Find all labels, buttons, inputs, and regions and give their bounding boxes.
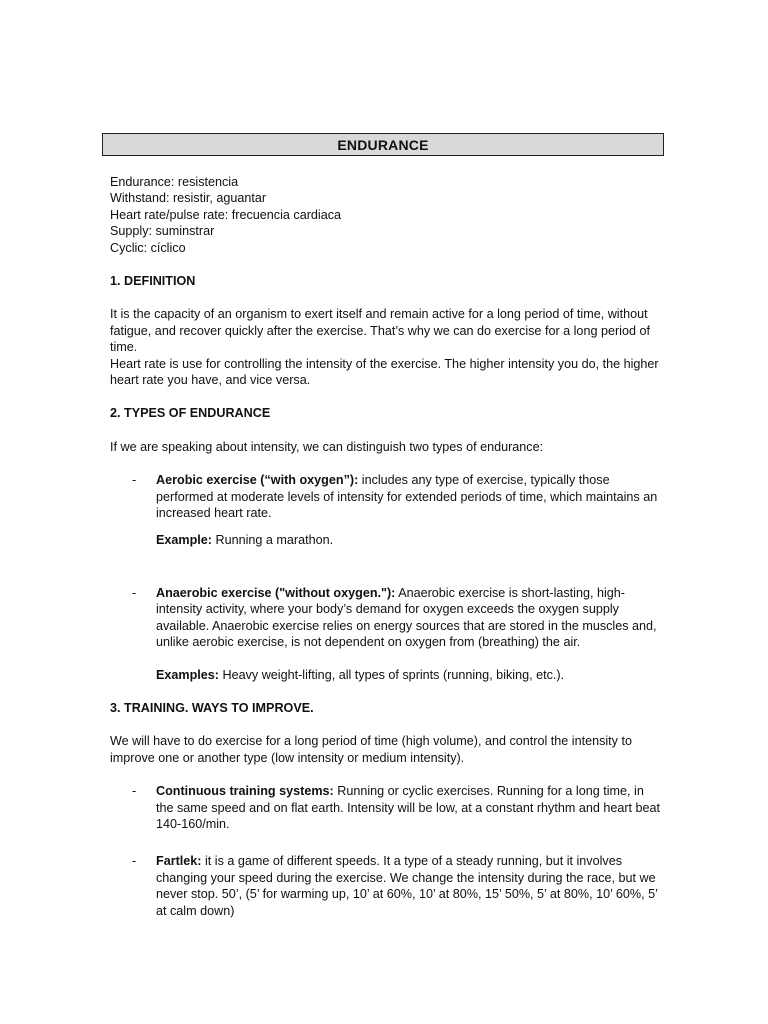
anaerobic-text: Anaerobic exercise is short-lasting, high-intensity activity, where your body’s demand for oxygen exceeds the oxygen supply available. Anaerobic exercise relies on energy sources that are stored in the muscles and, unlike aerobic exercise, is not dependent on oxygen from (breathing) the air. xyxy=(156,585,657,650)
aerobic-example xyxy=(156,532,662,548)
list-item-continuous xyxy=(110,783,662,832)
list-item-fartlek xyxy=(110,853,662,919)
example-text: Running a marathon. xyxy=(212,532,334,547)
list-item-aerobic xyxy=(110,472,662,548)
aerobic-term: Aerobic exercise (“with oxygen”): xyxy=(156,473,359,488)
vocabulary-list xyxy=(110,174,662,256)
training-intro: We will have to do exercise for a long period of time (high volume), and control the intensity to improve one or another type (low intensity or medium intensity). xyxy=(110,734,632,765)
bullet-dash: - xyxy=(132,854,137,869)
fartlek-description xyxy=(156,853,662,919)
fartlek-text: it is a game of different speeds. It a type of a steady running, but it involves changing your speed during the exercise. We change the intensity during the race, but we never stop. 50’, (5’ for warming up, 10’ at 60%, 10’ at 80%, 15’ 50%, 5’ at 80%, 10’ 60%, 5’ at calm down) xyxy=(156,854,658,918)
section-heading-definition: 1. DEFINITION xyxy=(110,274,196,289)
vocabulary-item: Withstand: resistir, aguantar xyxy=(110,191,267,206)
heart-rate-paragraph: Heart rate is use for controlling the intensity of the exercise. The higher intensity you do, the higher heart rate you have, and vice versa. xyxy=(110,356,659,388)
continuous-description xyxy=(156,783,662,832)
anaerobic-term: Anaerobic exercise ("without oxygen."): xyxy=(156,585,396,600)
section-heading-types: 2. TYPES OF ENDURANCE xyxy=(110,406,271,421)
section-heading-training: 3. TRAINING. WAYS TO IMPROVE. xyxy=(110,700,314,715)
definition-paragraph: It is the capacity of an organism to exert itself and remain active for a long period of time, without fatigue, and recover quickly after the exercise. That’s why we can do exercise for a long period of time. xyxy=(110,307,650,355)
vocabulary-item: Cyclic: cíclico xyxy=(110,240,186,255)
vocabulary-item: Heart rate/pulse rate: frecuencia cardiaca xyxy=(110,207,342,222)
anaerobic-example xyxy=(156,667,662,683)
aerobic-text: includes any type of exercise, typically those performed at moderate levels of intensity for extended periods of time, which maintains an increased heart rate. xyxy=(156,473,658,521)
example-text: Heavy weight-lifting, all types of sprints (running, biking, etc.). xyxy=(219,667,565,682)
continuous-text: Running or cyclic exercises. Running for a long time, in the same speed and on flat earth. Intensity will be low, at a constant rhythm and heart beat 140-160/min. xyxy=(156,784,661,831)
document-body xyxy=(110,174,662,919)
types-intro: If we are speaking about intensity, we can distinguish two types of endurance: xyxy=(110,439,544,454)
continuous-term: Continuous training systems: xyxy=(156,784,334,799)
endurance-types-list xyxy=(110,472,662,683)
bullet-dash: - xyxy=(132,585,137,600)
vocabulary-item: Supply: suminstrar xyxy=(110,224,215,239)
list-item-anaerobic xyxy=(110,585,662,683)
aerobic-description xyxy=(156,472,662,521)
anaerobic-description xyxy=(156,585,662,651)
bullet-dash: - xyxy=(132,784,137,799)
fartlek-term: Fartlek: xyxy=(156,854,202,869)
example-label: Example: xyxy=(156,532,212,547)
vocabulary-item: Endurance: resistencia xyxy=(110,175,239,189)
page-title: ENDURANCE xyxy=(102,133,664,156)
example-label: Examples: xyxy=(156,667,219,682)
training-methods-list xyxy=(110,783,662,919)
bullet-dash: - xyxy=(132,473,137,488)
